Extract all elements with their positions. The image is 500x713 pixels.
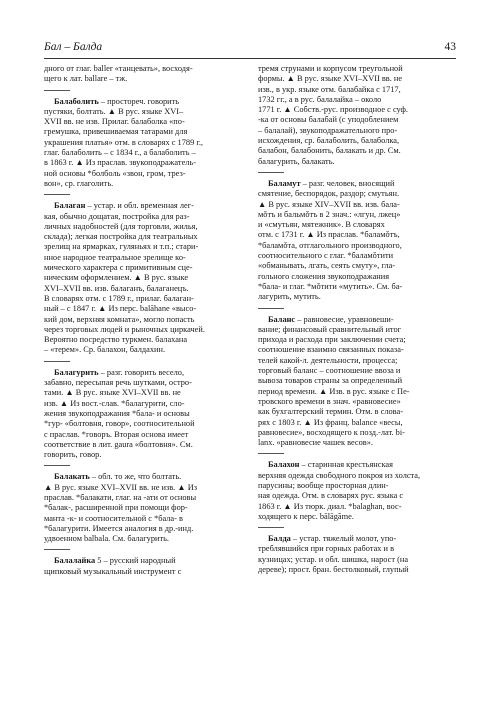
entry-line: *баламǒта, отглагольного производного, <box>258 240 402 250</box>
entry-line: и «смутьян, мятежник». В словарях <box>258 220 385 230</box>
entry-line: лагурить, мутить. <box>258 292 321 302</box>
dictionary-entry <box>44 556 244 577</box>
running-title: Бал – Балда <box>44 41 103 53</box>
dictionary-entry <box>258 64 458 167</box>
entry-line: удвоенном balbala. См. балагурить. <box>44 534 169 544</box>
entry-headword: Баламут <box>268 178 301 188</box>
dictionary-entry <box>44 201 244 355</box>
entry-line: нное народное театральное зрелище ко- <box>44 252 186 262</box>
entry-headword: Балаболить <box>54 96 99 106</box>
running-header <box>44 41 456 57</box>
entry-line: период времени. ▲ Изв. в рус. языке с Пе- <box>258 386 410 396</box>
entry-line: Балакать – обл. то же, что болтать. <box>54 472 182 482</box>
entry-line: Балагурить – разг. говорить весело, <box>54 367 185 377</box>
entry-line: с праслав. *говоръ. Вторая основа имеет <box>44 429 189 439</box>
entry-line: мического характера с примитивным сце- <box>44 263 193 273</box>
entry-line: *бала- и глаг. *мǒтити «мутить». См. ба- <box>258 281 403 291</box>
entry-line: Вероятно посредство туркмен. балахана <box>44 335 188 345</box>
entry-line: «обманывать, лгать, сеять смуту», гла- <box>258 261 396 271</box>
entry-line: XVII вв. не изв. Прилаг. балаболка «по- <box>44 117 185 127</box>
entry-line: тремя струнами и корпусом треугольной <box>258 64 403 73</box>
dictionary-entry <box>44 368 244 461</box>
entry-headword: Балалайка <box>54 556 96 566</box>
entry-line: мǒтъ и бальмǒтъ в 2 знач.: «лгун, лжец» <box>258 209 401 219</box>
entry-separator <box>44 194 70 195</box>
entry-line: дереве); прост. бран. бестолковый, глупый <box>258 565 409 575</box>
dictionary-entry <box>258 315 458 449</box>
entry-line: верхняя одежда свободного покроя из холста, <box>258 470 421 480</box>
entry-line: торговый баланс – соотношение ввоза и <box>258 366 401 376</box>
left-column <box>44 64 244 577</box>
entry-separator <box>44 549 70 550</box>
entry-line: щипковый музыкальный инструмент с <box>44 566 182 576</box>
entry-line: соответствие в лит. gaura «болтовня». См. <box>44 439 193 449</box>
entry-line: *гур- «болтовня, говор», соотносительной <box>44 419 195 429</box>
entry-line: кий дом, верхняя комната», могло попасть <box>44 314 195 324</box>
entry-line: пустяки, болтать. ▲ В рус. языке XVI– <box>44 106 184 116</box>
entry-line: кузницах; устар. и обл. шишка, нарост (на <box>258 554 409 564</box>
entry-line: личных надобностей (для торговли, жилья, <box>44 221 198 231</box>
entry-line: Баланс – равновесие, уравновеши- <box>268 314 394 324</box>
entry-line: ная одежда. Отм. в словарях рус. языка с <box>258 491 404 501</box>
entry-line: изв. ▲ Из вост.-слав. *балагурити, сло- <box>44 398 185 408</box>
entry-line: через торговых людей и рыночных циркачей. <box>44 324 205 334</box>
entry-line: в 1863 г. ▲ Из праслав. звукоподражатель- <box>44 158 197 168</box>
entry-line: парусины; вообще просторная длин- <box>258 480 389 490</box>
page-number: 43 <box>444 41 456 53</box>
header-rule <box>44 58 456 59</box>
entry-line: *балак-, расширенной при помощи фор- <box>44 503 188 513</box>
entry-line: телей какой-л. деятельности, процесса; <box>258 355 398 365</box>
entry-headword: Балагурить <box>54 367 99 377</box>
entry-line: lanx. «равновесие чашек весов». <box>258 438 373 448</box>
entry-line: XVI–XVII вв. изв. балаганъ, балаганецъ. <box>44 283 189 293</box>
entry-line: гремушка, привешиваемая татарами для <box>44 127 188 137</box>
entry-line: Баламут – разг. человек, вносящий <box>268 178 395 188</box>
entry-separator <box>44 90 70 91</box>
dictionary-entry <box>258 179 458 303</box>
entry-separator <box>258 453 284 454</box>
entry-line: кая, обычно дощатая, постройка для раз- <box>44 211 190 221</box>
dictionary-entry <box>258 460 458 522</box>
entry-line: гольного сложения звукоподражания <box>258 271 390 281</box>
entry-line: балагурить, балакать. <box>258 156 335 166</box>
entry-line: дного от глаг. baller «танцевать», восходя- <box>44 64 193 73</box>
entry-line: – балалай), звукоподражательного про- <box>258 125 398 135</box>
entry-line: Балалайка 5 – русский народный <box>54 556 176 566</box>
dictionary-entry <box>44 472 244 544</box>
entry-line: соотношение взаимно связанных показа- <box>258 345 404 355</box>
entry-separator <box>258 172 284 173</box>
entry-line: вон», ср. глаголить. <box>44 178 114 188</box>
entry-line: жения звукоподражания *бала- и основы <box>44 408 190 418</box>
entry-headword: Баланс <box>268 314 296 324</box>
entry-line: 1863 г. ▲ Из тюрк. диал. *balaghan, вос- <box>258 501 402 511</box>
entry-line: щего к лат. ballare – тж. <box>44 74 128 84</box>
right-column <box>258 64 458 575</box>
dictionary-entry <box>44 64 244 85</box>
entry-line: смятение, беспорядок, раздор; смутьян. <box>258 189 400 199</box>
entry-separator <box>258 308 284 309</box>
entry-line: склада); легкая постройка для театральных <box>44 232 198 242</box>
entry-line: глаг. балаболить – с 1834 г., а балаболить – <box>44 148 196 158</box>
entry-separator <box>44 465 70 466</box>
entry-line: Балахон – старинная крестьянская <box>268 460 393 470</box>
entry-line: соотносительного с глаг. *баламǒтити <box>258 251 394 261</box>
entry-line: изв., в укр. языке отм. балабайка с 1717, <box>258 84 401 94</box>
entry-line: – «терем». Ср. балахон, балдахин. <box>44 345 166 355</box>
entry-line: тами. ▲ В рус. языке XVI–XVII вв. не <box>44 388 181 398</box>
dictionary-entry <box>258 534 458 575</box>
entry-line: балабон, балабонить, балакать и др. См. <box>258 146 401 156</box>
entry-line: -ка от основы балабай (с уподоблением <box>258 115 399 125</box>
entry-line: Балаболить – простореч. говорить <box>54 96 180 106</box>
entry-headword: Балаган <box>54 201 86 211</box>
entry-line: манта -к- и соотносительной с *бала- в <box>44 513 183 523</box>
entry-headword: Балакать <box>54 472 90 482</box>
entry-separator <box>258 527 284 528</box>
entry-line: говорить, говор. <box>44 450 102 460</box>
entry-line: ▲ В рус. языке XVI–XVII вв. не изв. ▲ Из <box>44 482 198 492</box>
entry-line: 1771 г. ▲ Собств.-рус. производное с суф. <box>258 105 409 115</box>
entry-line: праслав. *балакати, глаг. на -ати от основы <box>44 492 197 502</box>
entry-separator <box>44 361 70 362</box>
entry-line: Балаган – устар. и обл. временная лег- <box>54 201 194 211</box>
entry-headword: Балда <box>268 534 291 544</box>
dictionary-entry <box>44 97 244 190</box>
entry-line: В словарях отм. с 1789 г., прилаг. балаган- <box>44 293 194 303</box>
entry-headword: Балахон <box>268 460 300 470</box>
entry-line: вывоза товаров страны за определенный <box>258 376 403 386</box>
entry-line: украшения платья» отм. в словарях с 1789 г., <box>44 137 203 147</box>
entry-line: отм. с 1731 г. ▲ Из праслав. *баламǒтъ, <box>258 230 400 240</box>
entry-line: *балагурити. Имеется аналогия в др.-инд. <box>44 523 194 533</box>
entry-line: ной основы *болболь «звон, гром, трез- <box>44 168 186 178</box>
entry-line: треблявшийся при горных работах и в <box>258 544 395 554</box>
entry-line: ▲ В рус. языке XIV–XVII вв. изв. бала- <box>258 199 400 209</box>
entry-line: исхождения, ср. балаболить, балаболка, <box>258 136 400 146</box>
entry-line: Балда – устар. тяжелый молот, упо- <box>268 534 397 544</box>
entry-line: ходящего к перс. bālāgāme. <box>258 511 354 521</box>
entry-line: зрелищ на ярмарках, гуляньях и т.п.; стари- <box>44 242 199 252</box>
entry-line: забавно, пересыпая речь шутками, остро- <box>44 378 192 388</box>
entry-line: как бухгалтерский термин. Отм. в слова- <box>258 407 403 417</box>
entry-line: вание; финансовый сравнительный итог <box>258 324 402 334</box>
entry-line: формы. ▲ В рус. языке XVI–XVII вв. не <box>258 74 403 84</box>
entry-line: прихода и расхода при заключении счета; <box>258 335 406 345</box>
entry-line: ническим оформлением. ▲ В рус. языке <box>44 273 189 283</box>
entry-line: тровского времени в знач. «равновесие» <box>258 396 401 406</box>
entry-line: равновесие», восходящего к позд.-лат. bi- <box>258 427 405 437</box>
entry-line: 1732 гг., а в рус. балалайка – около <box>258 94 382 104</box>
entry-line: рях с 1803 г. ▲ Из франц. balance «весы, <box>258 417 403 427</box>
entry-line: ный – с 1847 г. ▲ Из перс. balāhane «высо- <box>44 304 197 314</box>
